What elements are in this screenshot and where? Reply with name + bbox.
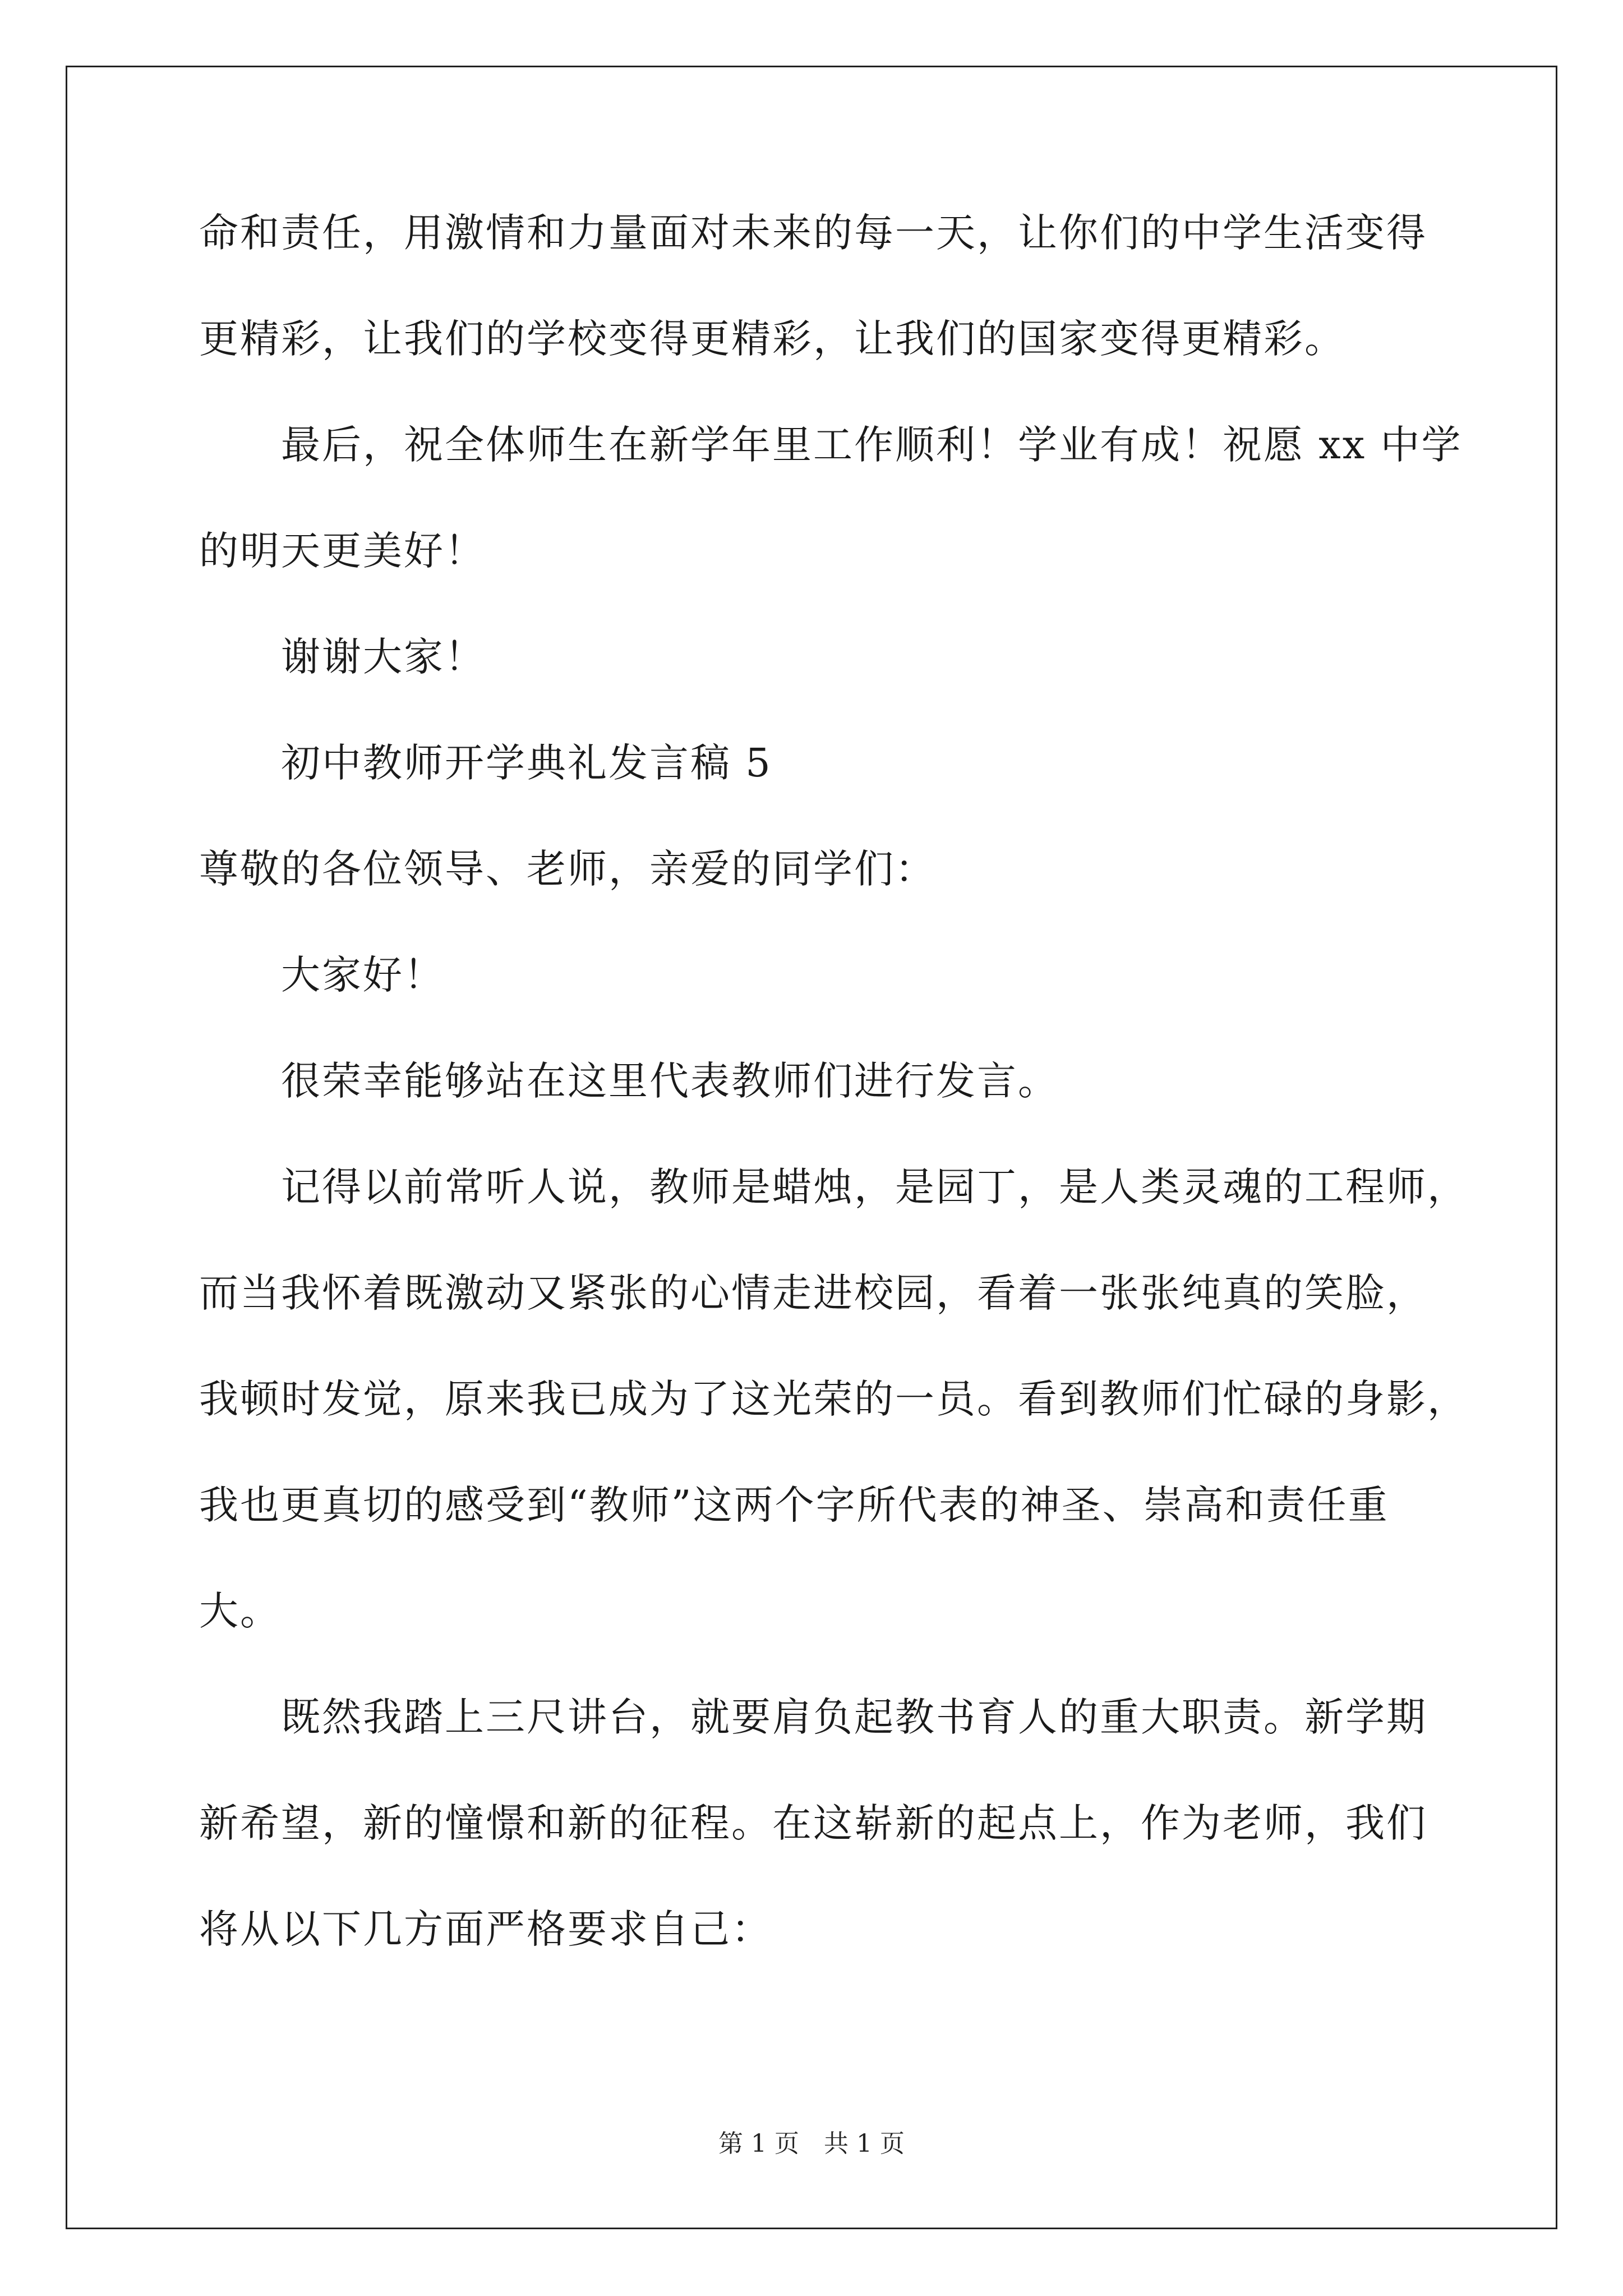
salutation: 尊敬的各位领导、老师，亲爱的同学们： xyxy=(199,846,936,892)
text-line: 大家好！ xyxy=(281,952,445,998)
text-line: 谢谢大家！ xyxy=(281,634,486,680)
page-number: 第 1 页 共 1 页 xyxy=(718,2129,905,2158)
text-line: 最后，祝全体师生在新学年里工作顺利！学业有成！祝愿 xx 中学 xyxy=(281,422,1463,468)
document-body xyxy=(199,210,1468,2016)
text-line: 的明天更美好！ xyxy=(199,528,486,574)
section-heading: 初中教师开学典礼发言稿 5 xyxy=(281,740,772,786)
text-line: 更精彩，让我们的学校变得更精彩，让我们的国家变得更精彩。 xyxy=(199,316,1345,362)
text-line: 记得以前常听人说，教师是蜡烛，是园丁，是人类灵魂的工程师， xyxy=(281,1164,1468,1210)
text-line: 既然我踏上三尺讲台，就要肩负起教书育人的重大职责。新学期 xyxy=(281,1694,1427,1740)
text-line: 新希望，新的憧憬和新的征程。在这崭新的起点上，作为老师，我们 xyxy=(199,1800,1427,1846)
text-line: 我顿时发觉，原来我已成为了这光荣的一员。看到教师们忙碌的身影， xyxy=(199,1376,1468,1422)
text-line: 而当我怀着既激动又紧张的心情走进校园，看着一张张纯真的笑脸， xyxy=(199,1270,1427,1316)
text-line: 命和责任，用激情和力量面对未来的每一天，让你们的中学生活变得 xyxy=(199,210,1427,256)
text-line: 大。 xyxy=(199,1588,281,1634)
text-line: 我也更真切的感受到“教师”这两个字所代表的神圣、崇高和责任重 xyxy=(199,1482,1389,1528)
text-line: 很荣幸能够站在这里代表教师们进行发言。 xyxy=(281,1058,1059,1104)
text-line: 将从以下几方面严格要求自己： xyxy=(199,1906,772,1952)
